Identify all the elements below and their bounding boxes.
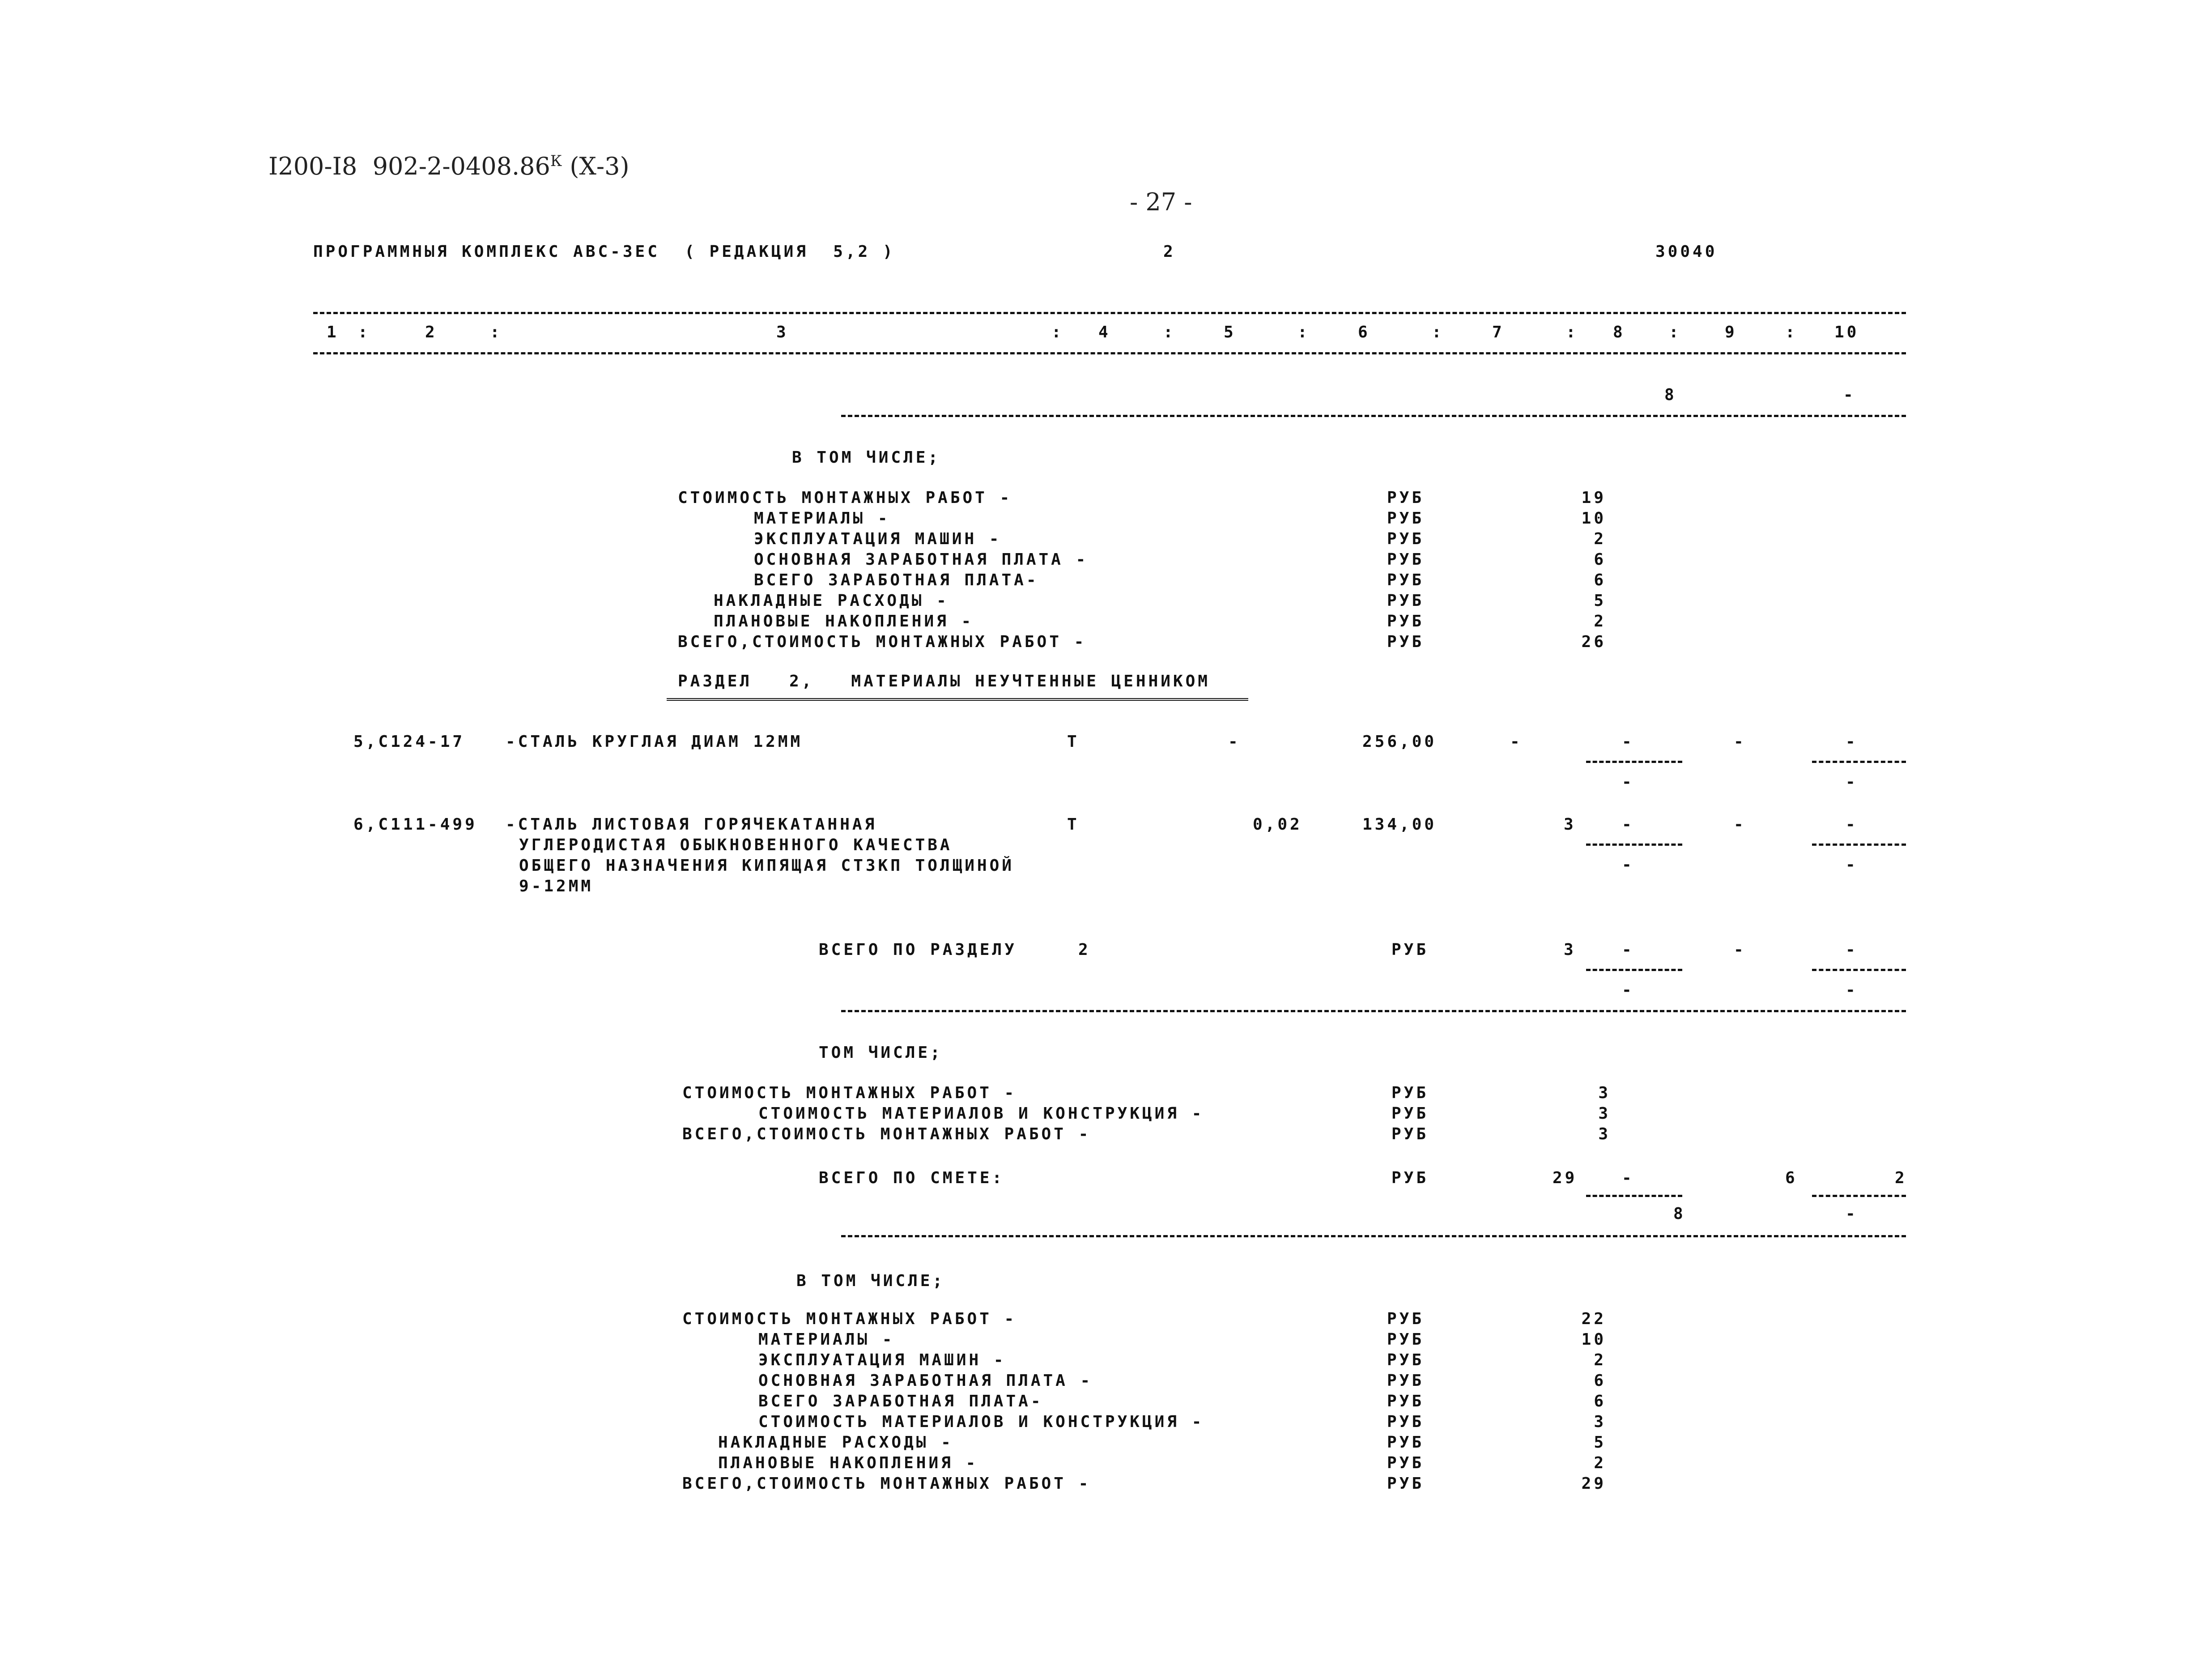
- section-total-col10: -: [1846, 941, 1858, 959]
- section2-underline: [667, 698, 1248, 701]
- item-qty: 0,02: [1253, 815, 1302, 834]
- section-total-col7: 3: [1564, 941, 1576, 959]
- breakdown-unit: РУБ: [1387, 1433, 1425, 1452]
- column-header-top-rule: [313, 312, 1906, 314]
- breakdown-unit: РУБ: [1387, 1413, 1425, 1431]
- item-name-line: УГЛЕРОДИСТАЯ ОБЫКНОВЕННОГО КАЧЕСТВА: [519, 836, 953, 854]
- column-sep: :: [490, 323, 502, 341]
- section-total-col8-rule: [1586, 969, 1682, 971]
- breakdown2-heading: ТОМ ЧИСЛЕ;: [819, 1044, 943, 1062]
- breakdown-unit: РУБ: [1387, 633, 1425, 651]
- section2-title: РАЗДЕЛ 2, МАТЕРИАЛЫ НЕУЧТЕННЫЕ ЦЕННИКОМ: [678, 672, 1210, 690]
- breakdown-value: 3: [1598, 1125, 1611, 1143]
- breakdown-label: ЭКСПЛУАТАЦИЯ МАШИН -: [754, 530, 1002, 548]
- column-8: 8: [1613, 323, 1625, 341]
- item-col9: -: [1734, 815, 1746, 834]
- breakdown-unit: РУБ: [1387, 509, 1425, 528]
- column-5: 5: [1224, 323, 1236, 341]
- breakdown-unit: РУБ: [1387, 489, 1425, 507]
- breakdown-value: 5: [1594, 592, 1606, 610]
- breakdown-label: СТОИМОСТЬ МОНТАЖНЫХ РАБОТ -: [678, 489, 1012, 507]
- breakdown-label: СТОИМОСТЬ МОНТАЖНЫХ РАБОТ -: [682, 1310, 1017, 1328]
- breakdown-value: 2: [1594, 1351, 1606, 1369]
- item-col8: -: [1622, 815, 1634, 834]
- item-price: 134,00: [1362, 815, 1437, 834]
- breakdown-unit: РУБ: [1387, 612, 1425, 631]
- column-1: 1: [327, 323, 339, 341]
- breakdown-unit: РУБ: [1387, 592, 1425, 610]
- breakdown-label: ПЛАНОВЫЕ НАКОПЛЕНИЯ -: [718, 1454, 978, 1472]
- section-total-col10-lower: -: [1846, 981, 1858, 999]
- top-total-col8: 8: [1664, 386, 1677, 404]
- item-col10-rule: [1812, 761, 1906, 763]
- item-col10-lower: -: [1846, 773, 1858, 791]
- column-2: 2: [425, 323, 438, 341]
- program-code: 30040: [1655, 243, 1718, 261]
- section-total-bottom-rule: [841, 1010, 1906, 1012]
- item-col8-lower: -: [1622, 773, 1634, 791]
- breakdown-label: СТОИМОСТЬ МАТЕРИАЛОВ И КОНСТРУКЦИЯ -: [758, 1104, 1204, 1123]
- item-name-line: 9-12ММ: [519, 877, 594, 895]
- top-total-col10: -: [1843, 386, 1856, 404]
- estimate-total-col10-rule: [1812, 1195, 1906, 1197]
- column-6: 6: [1358, 323, 1370, 341]
- item-name-line: -СТАЛЬ ЛИСТОВАЯ ГОРЯЧЕКАТАННАЯ: [506, 815, 877, 834]
- section-total-col8-lower: -: [1622, 981, 1634, 999]
- breakdown-label: СТОИМОСТЬ МОНТАЖНЫХ РАБОТ -: [682, 1084, 1017, 1102]
- item-col8-lower: -: [1622, 856, 1634, 874]
- breakdown-unit: РУБ: [1387, 1351, 1425, 1369]
- breakdown-value: 6: [1594, 571, 1606, 589]
- breakdown-label: МАТЕРИАЛЫ -: [754, 509, 890, 528]
- item-price: 256,00: [1362, 733, 1437, 751]
- breakdown-label: МАТЕРИАЛЫ -: [758, 1330, 895, 1349]
- column-4: 4: [1098, 323, 1111, 341]
- breakdown-label: ВСЕГО,СТОИМОСТЬ МОНТАЖНЫХ РАБОТ -: [682, 1474, 1091, 1493]
- estimate-total-unit: РУБ: [1391, 1169, 1429, 1187]
- estimate-total-col7: 29: [1553, 1169, 1578, 1187]
- section-total-col9: -: [1734, 941, 1746, 959]
- column-sep: :: [1163, 323, 1176, 341]
- estimate-total-bottom-rule: [841, 1235, 1906, 1237]
- breakdown3-heading: В ТОМ ЧИСЛЕ;: [796, 1272, 945, 1290]
- breakdown-unit: РУБ: [1387, 1330, 1425, 1349]
- sheet-number: 2: [1163, 243, 1176, 261]
- document-code-main: I200-I8 902-2-0408.86: [268, 152, 550, 180]
- breakdown-value: 3: [1594, 1413, 1606, 1431]
- column-sep: :: [1297, 323, 1310, 341]
- breakdown-label: ВСЕГО,СТОИМОСТЬ МОНТАЖНЫХ РАБОТ -: [678, 633, 1087, 651]
- breakdown-value: 19: [1581, 489, 1606, 507]
- top-total-rule: [841, 415, 1906, 417]
- item-unit: Т: [1067, 733, 1080, 751]
- column-header-bottom-rule: [313, 352, 1906, 354]
- breakdown-unit: РУБ: [1387, 550, 1425, 569]
- column-sep: :: [1669, 323, 1681, 341]
- breakdown-label: ВСЕГО,СТОИМОСТЬ МОНТАЖНЫХ РАБОТ -: [682, 1125, 1091, 1143]
- item-col8: -: [1622, 733, 1634, 751]
- breakdown-unit: РУБ: [1387, 1474, 1425, 1493]
- item-col9: -: [1734, 733, 1746, 751]
- estimate-total-col8: -: [1622, 1169, 1634, 1187]
- section-total-col10-rule: [1812, 969, 1906, 971]
- breakdown-unit: РУБ: [1391, 1125, 1429, 1143]
- breakdown-value: 5: [1594, 1433, 1606, 1452]
- column-10: 10: [1834, 323, 1859, 341]
- item-col7: -: [1510, 733, 1523, 751]
- item-col10-lower: -: [1846, 856, 1858, 874]
- estimate-total-col10: 2: [1895, 1169, 1907, 1187]
- breakdown-label: ЭКСПЛУАТАЦИЯ МАШИН -: [758, 1351, 1006, 1369]
- breakdown-value: 3: [1598, 1084, 1611, 1102]
- document-code-tail: (Х-3): [562, 152, 630, 180]
- estimate-total-label: ВСЕГО ПО СМЕТЕ:: [819, 1169, 1005, 1187]
- document-code: [268, 152, 630, 180]
- breakdown-unit: РУБ: [1387, 1372, 1425, 1390]
- estimate-total-col9: 6: [1785, 1169, 1798, 1187]
- breakdown-label: НАКЛАДНЫЕ РАСХОДЫ -: [718, 1433, 953, 1452]
- estimate-total-col10-lower: -: [1846, 1205, 1858, 1223]
- page-number: - 27 -: [1130, 188, 1192, 216]
- section-total-col8: -: [1622, 941, 1634, 959]
- section-total-unit: РУБ: [1391, 941, 1429, 959]
- section-total-number: 2: [1078, 941, 1091, 959]
- column-sep: :: [1432, 323, 1444, 341]
- item-col7: 3: [1564, 815, 1576, 834]
- breakdown-unit: РУБ: [1387, 1392, 1425, 1410]
- breakdown-value: 26: [1581, 633, 1606, 651]
- breakdown-value: 29: [1581, 1474, 1606, 1493]
- item-col10: -: [1846, 815, 1858, 834]
- item-number: 5,С124-17: [353, 733, 465, 751]
- breakdown-unit: РУБ: [1391, 1084, 1429, 1102]
- column-3: 3: [776, 323, 789, 341]
- breakdown-label: ПЛАНОВЫЕ НАКОПЛЕНИЯ -: [714, 612, 974, 631]
- breakdown-unit: РУБ: [1387, 1454, 1425, 1472]
- column-sep: :: [1566, 323, 1578, 341]
- breakdown-value: 22: [1581, 1310, 1606, 1328]
- column-sep: :: [1785, 323, 1798, 341]
- breakdown-label: ВСЕГО ЗАРАБОТНАЯ ПЛАТА-: [758, 1392, 1043, 1410]
- item-col8-rule: [1586, 844, 1682, 846]
- item-qty: -: [1228, 733, 1241, 751]
- column-sep: :: [1051, 323, 1064, 341]
- item-name-line: ОБЩЕГО НАЗНАЧЕНИЯ КИПЯЩАЯ СТ3КП ТОЛЩИНОЙ: [519, 856, 1014, 875]
- item-col8-rule: [1586, 761, 1682, 763]
- column-9: 9: [1725, 323, 1737, 341]
- section-total-label: ВСЕГО ПО РАЗДЕЛУ: [819, 941, 1017, 959]
- breakdown-value: 2: [1594, 612, 1606, 631]
- item-col10-rule: [1812, 844, 1906, 846]
- breakdown-unit: РУБ: [1387, 530, 1425, 548]
- estimate-total-col8-lower: 8: [1673, 1205, 1686, 1223]
- column-7: 7: [1492, 323, 1505, 341]
- breakdown-label: ОСНОВНАЯ ЗАРАБОТНАЯ ПЛАТА -: [758, 1372, 1093, 1390]
- breakdown-unit: РУБ: [1391, 1104, 1429, 1123]
- breakdown-value: 6: [1594, 1372, 1606, 1390]
- breakdown-value: 6: [1594, 550, 1606, 569]
- breakdown-value: 10: [1581, 1330, 1606, 1349]
- breakdown-label: НАКЛАДНЫЕ РАСХОДЫ -: [714, 592, 949, 610]
- breakdown-value: 2: [1594, 530, 1606, 548]
- breakdown-label: СТОИМОСТЬ МАТЕРИАЛОВ И КОНСТРУКЦИЯ -: [758, 1413, 1204, 1431]
- program-title: ПРОГРАММНЫЯ КОМПЛЕКС АВС-3ЕС ( РЕДАКЦИЯ 5,2 ): [313, 243, 895, 261]
- breakdown-unit: РУБ: [1387, 571, 1425, 589]
- breakdown-label: ОСНОВНАЯ ЗАРАБОТНАЯ ПЛАТА -: [754, 550, 1089, 569]
- item-unit: Т: [1067, 815, 1080, 834]
- breakdown-label: ВСЕГО ЗАРАБОТНАЯ ПЛАТА-: [754, 571, 1039, 589]
- breakdown1-heading: В ТОМ ЧИСЛЕ;: [792, 448, 941, 467]
- breakdown-value: 3: [1598, 1104, 1611, 1123]
- estimate-total-col8-rule: [1586, 1195, 1682, 1197]
- document-code-suffix: К: [550, 152, 562, 170]
- column-sep: :: [358, 323, 370, 341]
- breakdown-value: 10: [1581, 509, 1606, 528]
- breakdown-value: 2: [1594, 1454, 1606, 1472]
- item-col10: -: [1846, 733, 1858, 751]
- breakdown-unit: РУБ: [1387, 1310, 1425, 1328]
- item-name-line: -СТАЛЬ КРУГЛАЯ ДИАМ 12ММ: [506, 733, 803, 751]
- item-number: 6,С111-499: [353, 815, 477, 834]
- breakdown-value: 6: [1594, 1392, 1606, 1410]
